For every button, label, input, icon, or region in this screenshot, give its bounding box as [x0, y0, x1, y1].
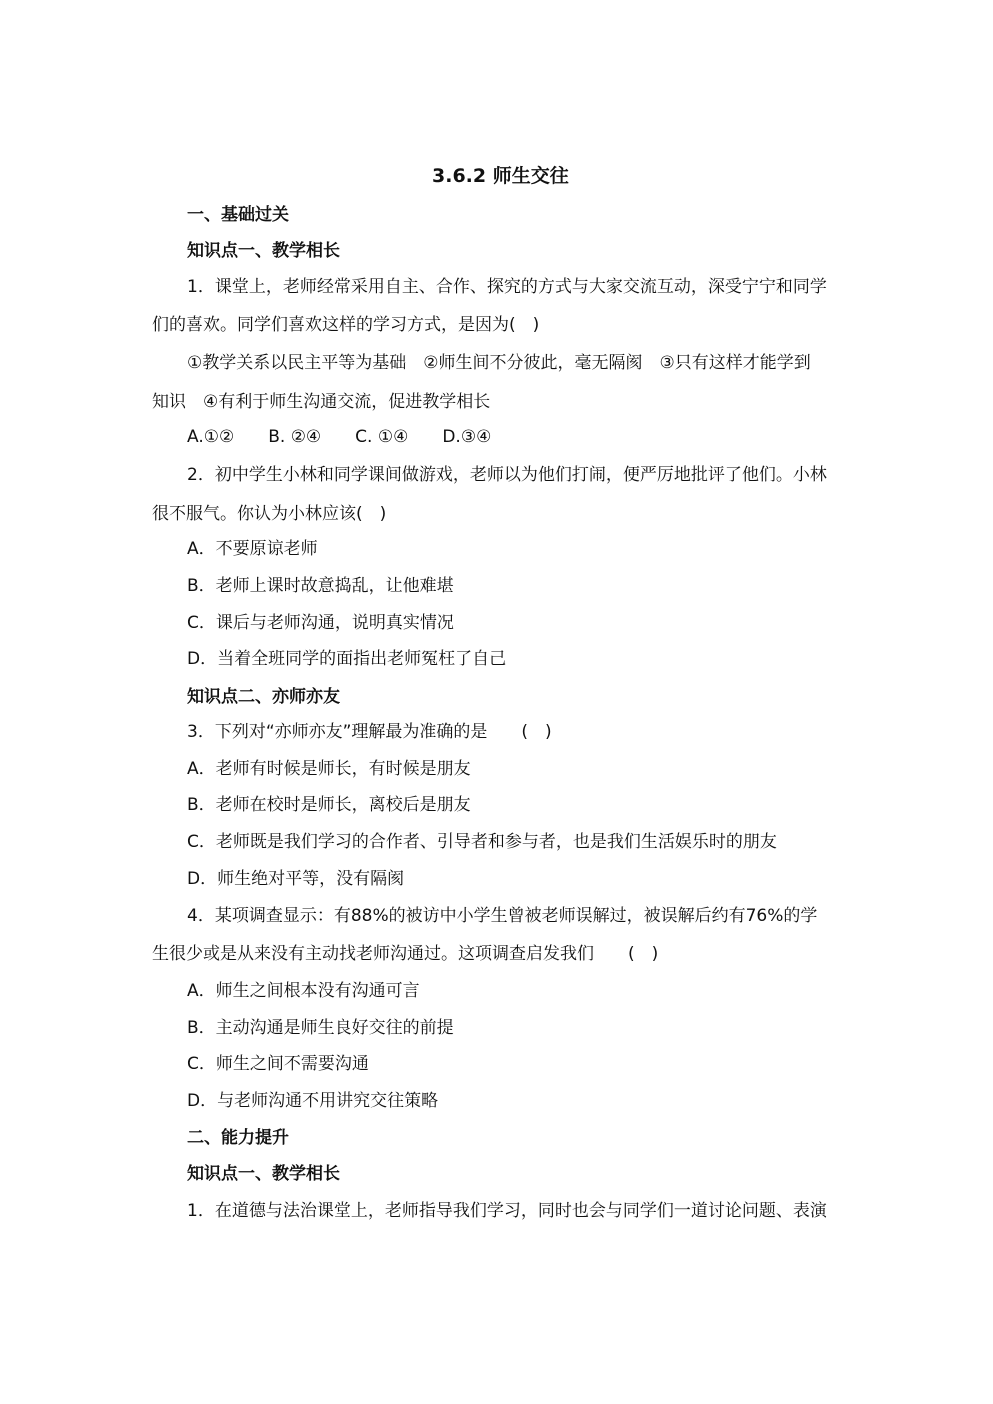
- question-3-option-b: B．老师在校时是师长，离校后是朋友: [187, 795, 471, 815]
- question-2-text: 2．初中学生小林和同学课间做游戏，老师以为他们打闹，便严厉地批评了他们。小林: [187, 465, 827, 485]
- question-1-statements: ①教学关系以民主平等为基础 ②师生间不分彼此，毫无隔阂 ③只有这样才能学到: [187, 353, 811, 373]
- question-4-text: 4．某项调查显示：有88%的被访中小学生曾被老师误解过，被误解后约有76%的学: [187, 906, 818, 926]
- option-b: B. ②④: [268, 427, 322, 447]
- question-1-text: 1．课堂上，老师经常采用自主、合作、探究的方式与大家交流互动，深受宁宁和同学: [187, 277, 827, 297]
- question-3-option-d: D．师生绝对平等，没有隔阂: [187, 869, 405, 889]
- question-2-option-b: B．老师上课时故意捣乱，让他难堪: [187, 576, 454, 596]
- question-5-text: 1．在道德与法治课堂上，老师指导我们学习，同时也会与同学们一道讨论问题、表演: [187, 1201, 827, 1221]
- knowledge-point-heading: 知识点二、亦师亦友: [187, 687, 340, 707]
- question-1-options: [187, 426, 525, 448]
- option-c: C. ①④: [355, 427, 409, 447]
- question-4-option-b: B．主动沟通是师生良好交往的前提: [187, 1018, 454, 1038]
- knowledge-point-heading: 知识点一、教学相长: [187, 241, 340, 261]
- question-4-option-a: A．师生之间根本没有沟通可言: [187, 981, 420, 1001]
- question-2-option-c: C．课后与老师沟通，说明真实情况: [187, 613, 454, 633]
- question-4-option-d: D．与老师沟通不用讲究交往策略: [187, 1091, 439, 1111]
- question-1-text-cont: 们的喜欢。同学们喜欢这样的学习方式，是因为( ): [152, 315, 540, 335]
- question-3-text: 3．下列对“亦师亦友”理解最为准确的是 ( ): [187, 722, 552, 742]
- question-3-option-c: C．老师既是我们学习的合作者、引导者和参与者，也是我们生活娱乐时的朋友: [187, 832, 777, 852]
- option-a: A.①②: [187, 427, 235, 447]
- page-title: 3.6.2 师生交往: [432, 165, 569, 187]
- section-heading-advanced: 二、能力提升: [187, 1128, 289, 1148]
- question-2-option-d: D．当着全班同学的面指出老师冤枉了自己: [187, 649, 507, 669]
- question-4-option-c: C．师生之间不需要沟通: [187, 1054, 369, 1074]
- knowledge-point-heading: 知识点一、教学相长: [187, 1164, 340, 1184]
- question-3-option-a: A．老师有时候是师长，有时候是朋友: [187, 759, 471, 779]
- question-2-option-a: A．不要原谅老师: [187, 539, 318, 559]
- section-heading-basic: 一、基础过关: [187, 205, 289, 225]
- question-1-statements-cont: 知识 ④有利于师生沟通交流，促进教学相长: [152, 392, 491, 412]
- question-2-text-cont: 很不服气。你认为小林应该( ): [152, 504, 387, 524]
- question-4-text-cont: 生很少或是从来没有主动找老师沟通过。这项调查启发我们 ( ): [152, 944, 659, 964]
- option-d: D.③④: [442, 427, 492, 447]
